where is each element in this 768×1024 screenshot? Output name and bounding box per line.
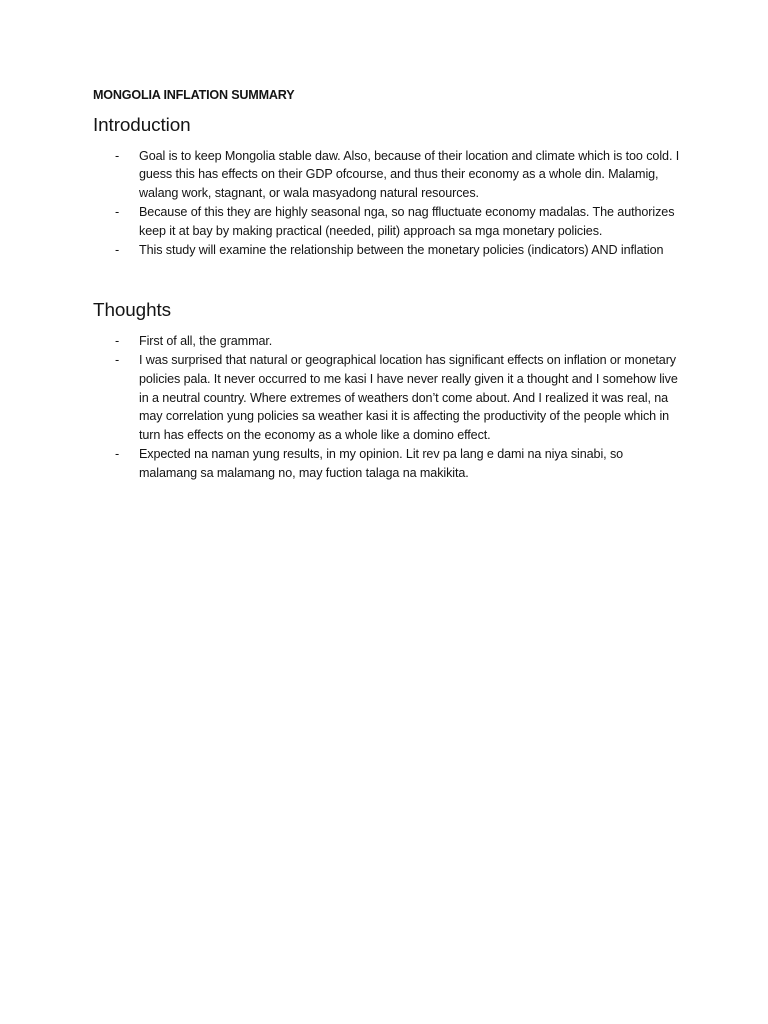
bullet-text: Because of this they are highly seasonal nga, so nag ffluctuate economy madalas. The authorizes keep it at bay by making practical (needed, pilit) approach sa mga monetary policies. [139, 204, 675, 238]
list-item [93, 147, 683, 203]
bullet-dash: - [115, 242, 120, 257]
list-item [93, 241, 683, 260]
list-item [93, 332, 683, 351]
thoughts-bullet-list [93, 332, 683, 482]
bullet-text: I was surprised that natural or geographical location has significant effects on inflation or monetary policies pala. It never occurred to me kasi I have never really given it a thought and I somehow live in a neutral country. Where extremes of weathers don’t come about. And I realized it was real, na may correlation yung policies sa weather kasi it is affecting the productivity of the people which in turn has effects on the economy as a whole like a domino effect. [139, 352, 678, 443]
bullet-dash: - [115, 148, 120, 163]
bullet-text: First of all, the grammar. [139, 334, 273, 349]
list-item [93, 351, 683, 445]
bullet-dash: - [115, 334, 120, 349]
document-title: MONGOLIA INFLATION SUMMARY [93, 88, 295, 102]
bullet-dash: - [115, 204, 120, 219]
bullet-text: Expected na naman yung results, in my opinion. Lit rev pa lang e dami na niya sinabi, so malamang sa malamang no, may fuction talaga na makikita. [139, 446, 624, 480]
introduction-bullet-list [93, 147, 683, 260]
section-heading-introduction: Introduction [93, 114, 191, 136]
bullet-dash: - [115, 352, 120, 367]
bullet-dash: - [115, 446, 120, 461]
list-item [93, 203, 683, 241]
bullet-text: This study will examine the relationship between the monetary policies (indicators) AND inflation [139, 242, 664, 257]
bullet-text: Goal is to keep Mongolia stable daw. Also, because of their location and climate which is too cold. I guess this has effects on their GDP ofcourse, and thus their economy as a whole din. Malamig, walang work, stagnant, or wala masyadong natural resources. [139, 148, 680, 201]
list-item [93, 445, 683, 483]
section-heading-thoughts: Thoughts [93, 300, 171, 322]
document-page [93, 86, 683, 483]
